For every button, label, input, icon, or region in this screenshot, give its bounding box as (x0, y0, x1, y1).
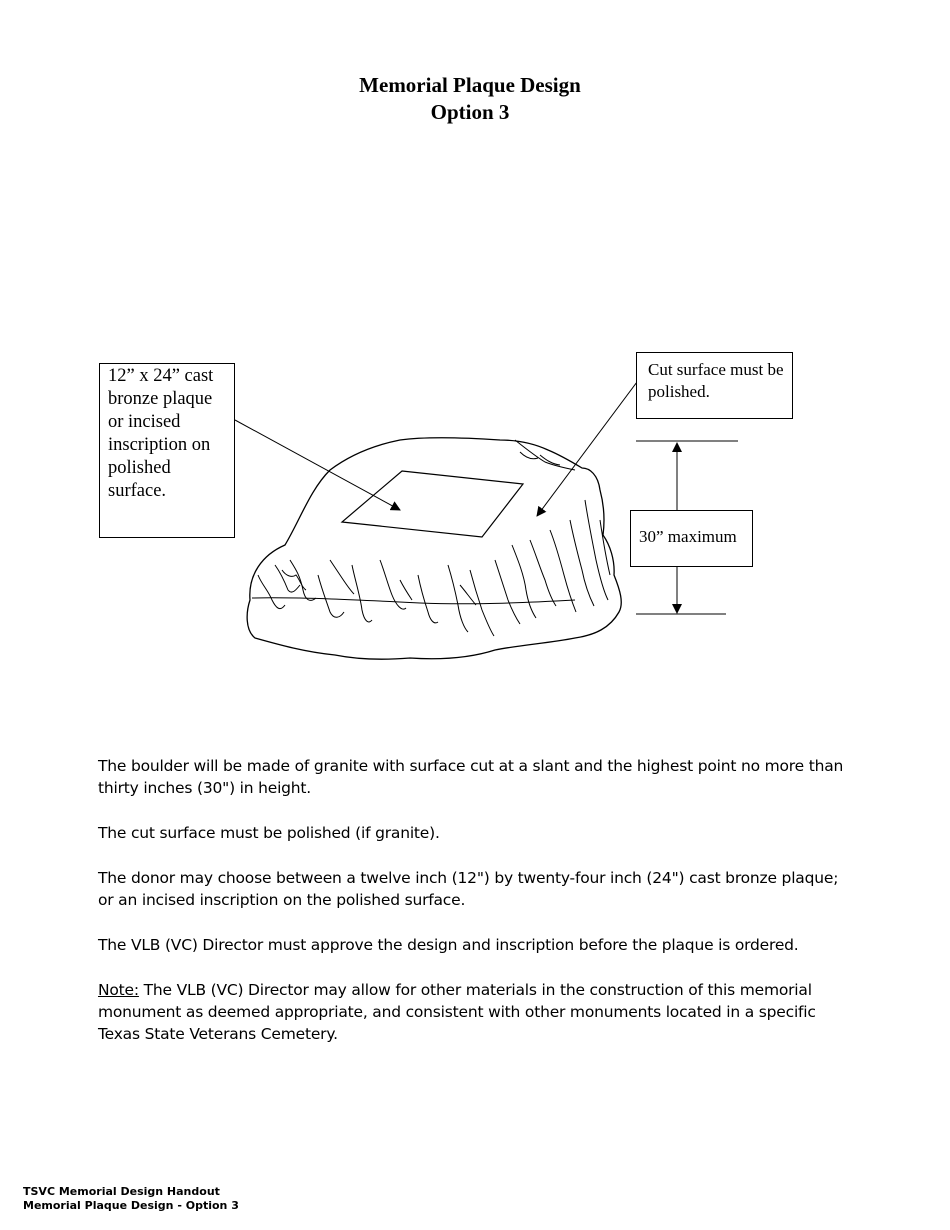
paragraph-plaque-choice: The donor may choose between a twelve inch (12") by twenty-four inch (24") cast bronze plaque; or an incised inscription on the polished surface. (98, 869, 839, 909)
description-text (98, 755, 858, 1068)
polished-surface-callout: Cut surface must be polished. (636, 352, 793, 419)
max-height-callout: 30” maximum (630, 510, 753, 567)
title-line-1: Memorial Plaque Design (359, 73, 581, 97)
title-line-2: Option 3 (430, 100, 510, 124)
paragraph-note (98, 979, 858, 1045)
paragraph-granite: The boulder will be made of granite with surface cut at a slant and the highest point no more than thirty inches (30") in height. (98, 757, 844, 797)
footer-line-2: Memorial Plaque Design - Option 3 (23, 1199, 239, 1212)
plaque-outline (342, 471, 523, 537)
paragraph-approval: The VLB (VC) Director must approve the design and inscription before the plaque is ordered. (98, 936, 799, 954)
footer-line-1: TSVC Memorial Design Handout (23, 1185, 220, 1198)
boulder-outline (247, 438, 621, 660)
note-text: The VLB (VC) Director may allow for other materials in the construction of this memorial monument as deemed appropriate, and consistent with other monuments located in a specific Texas State Veterans Cemetery. (98, 981, 816, 1043)
paragraph-polished: The cut surface must be polished (if granite). (98, 824, 440, 842)
note-label: Note: (98, 981, 139, 999)
plaque-size-callout: 12” x 24” cast bronze plaque or incised inscription on polished surface. (99, 363, 235, 538)
page-footer (23, 1185, 239, 1213)
